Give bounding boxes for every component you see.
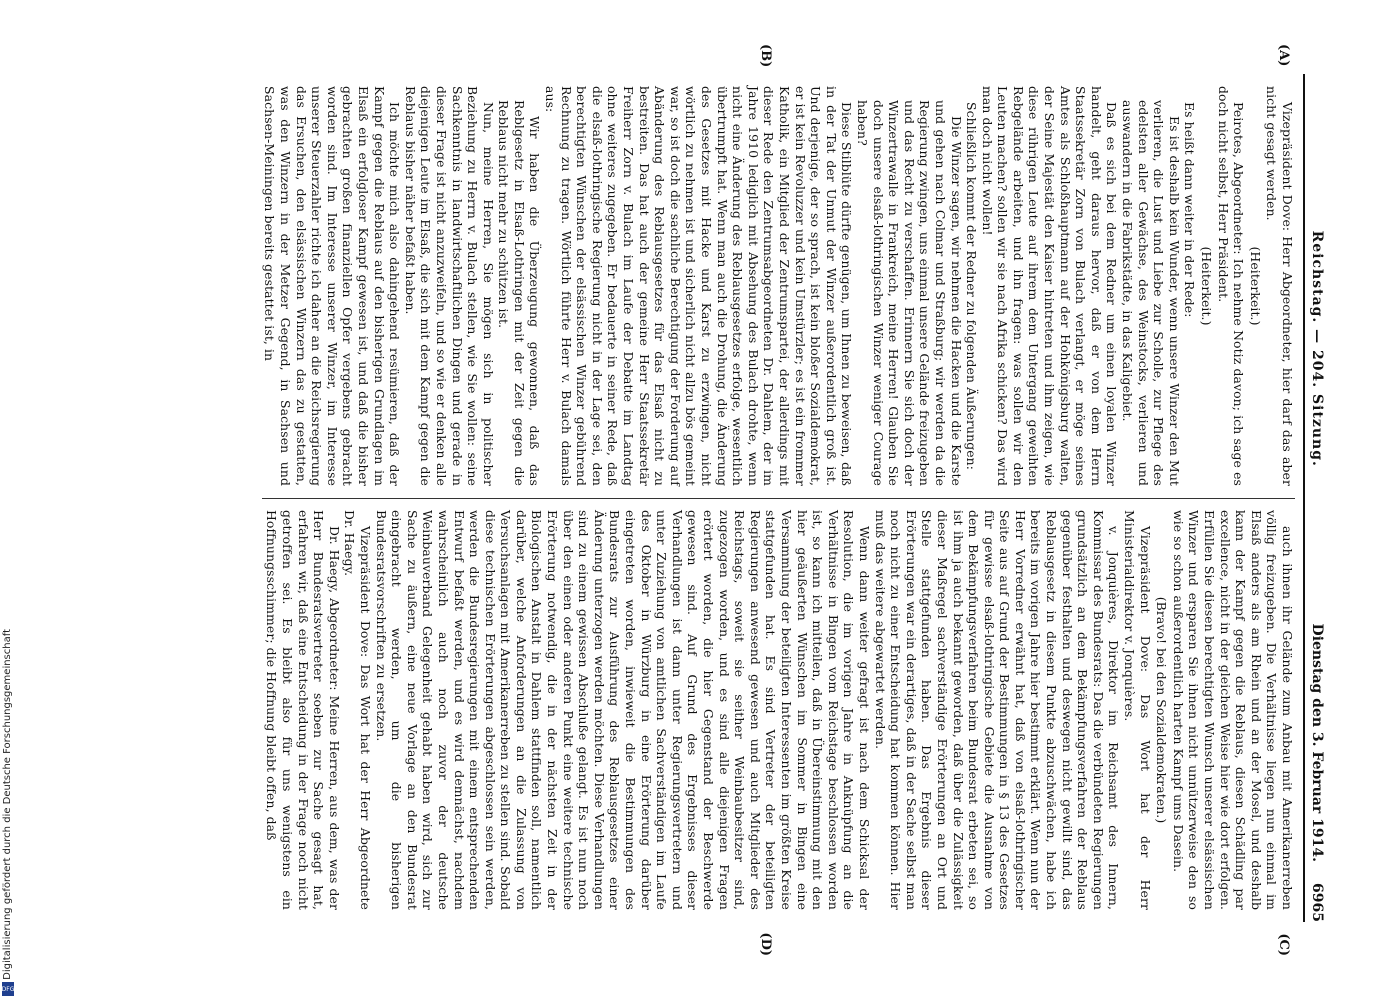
- paragraph: (Heiterkeit.): [1199, 246, 1215, 326]
- quote: Die Winzer sagen, wir nehmen die Hacken und die Karste und gehen nach Colmar und Straßburg; wir werden da die Regierung zwingen, uns einmal unsere Gelände freizugeben und das Recht zu verschaffen. Erinnern Sie sich doch der Winzertrawalle in Frankreich, meine Herren! Glauben Sie doch unsere elsaß-lothringischen Winzer weniger Courage haben?: [854, 100, 964, 486]
- paragraph: v. Jonquières, Direktor im Reichsamt des Innern, Kommissar des Bundesrats: Das die verbündeten Regierungen grundsätzlich an dem Bekämpfungsverfahren der Reblaus gegenüber festhalten und deswegen nicht gewillt sind, das Reblausgesetz in diesem Punkte abzuschwächen, habe ich bereits im vorigen Jahre hier bestimmt erklärt. Wenn nun der Herr Vorredner erwähnt hat, daß von elsaß-lothringischer Seite aus auf Grund der Bestimmungen in § 13 des Gesetzes für gewisse elsaß-lothringische Gebiete die Ausnahme von dem Bekämpfungsverfahren beim Bundesrat erbeten sei, so ist ihm ja auch bekannt geworden, daß über die Zulässigkeit dieser Maßregel sachverständige Erörterungen an Ort und Stelle stattgefunden haben. Das Ergebnis dieser Erörterungen war ein derartiges, daß in der Sache selbst man noch nicht zu einer Entscheidung hat kommen können. Hier muß das weitere abgewartet werden.: [872, 510, 1122, 910]
- paragraph: Wenn dann weiter gefragt ist nach dem Schicksal der Resolution, die im vorigen Jahre in Anknüpfung an die Verhältnisse in Bingen vom Reichstage beschlossen worden ist, so kann ich mitteilen, daß in Übereinstimmung mit den hier geäußerten Wünschen im Sommer in Bingen eine Versammlung der beteiligten Interessenten im größten Kreise stattgefunden hat. Es sind Vertreter der beteiligten Regierungen anwesend gewesen und auch Mitglieder des Reichstags, soweit sie seither Weinbaubesitzer sind, zugezogen worden, und es sind alle diejenigen Fragen erörtert worden, die hier Gegenstand der Beschwerde gewesen sind. Auf Grund des Ergebnisses dieser Verhandlungen ist dann unter Regierungsvertretern und unter Zuziehung von amtlichen Sachverständigen im Laufe des Oktober in Würzburg in eine Erörterung darüber eingetreten worden, inwieweit die Bestimmungen des Bundesrats zur Ausführung des Reblausgesetzes einer Änderung unterzogen werden möchten. Diese Verhandlungen sind zu einem gewissen Abschluße gelangt. Es ist nun noch über den einen oder anderen Punkt eine weitere technische Erörterung notwendig, die in der nächsten Zeit in der Biologischen Anstalt in Dahlem stattfinden soll, namentlich darüber, welche Anforderungen an die Zulassung von Versuchsanlagen mit Amerikanerreben zu stellen sind. Sobald diese technischen Erörterungen abgeschlossen sein werden, werden die Bundesregierungen mit einem entsprechenden Entwurf befaßt werden, und es wird demnächst, nachdem wahrscheinlich auch noch zuvor der deutsche Weinbauverband Gelegenheit gehabt haben wird, sich zur Sache zu äußern, eine neue Vorlage an den Bundesrat eingebracht werden, um die bisherigen Bundesratsvorschriften zu ersetzen.: [373, 510, 872, 910]
- paragraph: (Bravo! bei den Sozialdemokraten.): [1154, 596, 1170, 824]
- paragraph: Schließlich kommt der Redner zu folgenden Äußerungen:: [964, 102, 980, 471]
- paragraph: Es heißt dann weiter in der Rede:: [1182, 102, 1198, 318]
- paragraph: (Heiterkeit.): [1247, 246, 1263, 326]
- paragraph: Peirotes, Abgeordneter: Ich nehme Notiz davon; ich sage es doch nicht selbst, Herr Präsident.: [1215, 86, 1247, 486]
- quote: Wir haben die Überzeugung gewonnen, daß das Reblgesetz in Elsaß-Lothringen mit der Zeit gegen die Reblaus nicht mehr zu schützen ist.: [496, 100, 543, 486]
- marker-b: (B): [758, 44, 773, 68]
- paragraph: Nun, meine Herren, Sie mögen sich in politischer Beziehung zu Herrn v. Bulach stellen, wie Sie wollen: seine Sachkenntnis in landwirtschaftlichen Dingen und gerade in dieser Frage ist nicht anzuzweifeln, und so wie er denken alle diejenigen Leute im Elsaß, die sich mit dem Kampf gegen die Reblaus bisher näher befaßt haben.: [402, 86, 496, 486]
- paragraph: Diese Stilblüte dürfte genügen, um Ihnen zu beweisen, daß in der Tat der Unmut der Winzer außerordentlich groß ist. Und derjenige, der so sprach, ist kein bloßer Sozialdemokrat, er ist kein Revoluzzer und kein Umstürzler; es ist ein frommer Katholik, ein Mitglied der Zentrumspartei, der allerdings mit dieser Rede den Zentrumsabgeordneten Dr. Dahlem, der im Jahre 1910 lediglich mit Absehung des Bulach drohte, wenn nicht eine Änderung des Reblausgesetzes erfolge, wesentlich übertrumpft hat. Wenn man auch die Drohung, die Änderung des Gesetzes mit Hacke und Karst zu erzwingen, nicht wörtlich zu nehmen ist und sicherlich nicht allzu bös gemeint war, so ist doch die sachliche Berechtigung der Forderung auf Abänderung des Reblausgesetzes für das Elsaß nicht zu bestreiten. Das hat auch der gemeine Herr Staatssekretär Freiherr Zorn v. Bulach im Laufe der Debatte im Landtag ohne weiteres zugegeben. Er bedauerte in seiner Rede, daß die elsaß-lothringische Regierung nicht in der Lage sei, den berechtigten Wünschen der elsässischen Winzer gebührend Rechnung zu tragen. Wörtlich führte Herr v. Bulach damals aus:: [543, 86, 855, 486]
- marker-d: (D): [758, 932, 773, 956]
- paragraph: Vizepräsident Dove: Herr Abgeordneter, hier darf das aber nicht gesagt werden.: [1264, 86, 1295, 486]
- page-header: [1303, 74, 1325, 922]
- page-number: 6965: [1309, 883, 1325, 922]
- paragraph: Daß es sich bei dem Redner um einen loyalen Winzer handelt, geht daraus hervor, daß er von dem Herrn Staatssekretär Zorn von Bulach verlangt, er möge seines Amtes als Schloßhauptmann auf der Hohkönigsburg walten, der Seine Majestät den Kaiser hintreten und ihm zeigen, wie diese rührigen Leute auf ihrem dem Untergang geweihten Rebgelände arbeiten, und ihn fragen: was sollen wir den Leuten machen? sollen wir sie nach Afrika schicken? Das wird man doch nicht wollen!: [979, 86, 1120, 486]
- paragraph: Dr. Haegy, Abgeordneter: Meine Herren, aus dem, was der Herr Bundesratsvertreter soeben zur Sache gesagt hat, erfahren wir, daß eine Entscheidung in der Frage noch nicht getroffen sei. Es bleibt also für uns wenigstens ein Hoffnungsschimmer; die Hoffnung bleibt offen, daß: [264, 510, 342, 910]
- paragraph: Ich möchte mich also dahingehend resümieren, daß der Kampf gegen die Reblaus auf den bisherigen Grundlagen im Elsaß ein erfolgloser Kampf gewesen ist, und daß die bisher gebrachten großen finanziellen Opfer vergebens gebracht worden sind. Im Interesse unserer Winzer, im Interesse unserer Steuerzahler richte ich daher an die Reichsregierung das Ersuchen, den elsässischen Winzern das zu gestatten, was den Winzern in der Metzer Gegend, in Sachsen und Sachsen-Meiningen bereits gestattet ist, in: [262, 86, 403, 486]
- paragraph: Vizepräsident Dove: Das Wort hat der Herr Abgeordnete Dr. Haegy.: [342, 510, 373, 910]
- paragraph: Vizepräsident Dove: Das Wort hat der Herr Ministerialdirektor v. Jonquières.: [1122, 510, 1153, 910]
- marker-c: (C): [1276, 933, 1291, 956]
- dfg-logo: DFG: [2, 982, 14, 996]
- quote: Es ist deshalb kein Wunder, wenn unsere Winzer den Mut verlieren, die Lust und Liebe zur Scholle, zur Pflege des edelsten aller Gewächse, des Weinstocks, verlieren und auswandern in die Fabrikstädte, in das Kaligebiet.: [1120, 100, 1182, 486]
- paragraph: auch ihnen ihr Gelände zum Anbau mit Amerikanerreben völlig freizugeben. Die Verhältnisse liegen nun einmal im Elsaß anders als am Rhein und an der Mosel, und deshalb kann der Kampf gegen die Reblaus, diesen Schädling par excellence, nicht in der gleichen Weise hier wie dort erfolgen. Erfüllen Sie diesen berechtigten Wunsch unserer elsässischen Winzer und ersparen Sie ihnen nicht unnützerweise den so wie so schon außerordentlich harten Kampf ums Dasein.: [1170, 510, 1295, 910]
- right-column: [262, 498, 1295, 956]
- text-columns: [262, 44, 1295, 956]
- marker-a: (A): [1276, 44, 1291, 67]
- left-column: [262, 44, 1295, 498]
- digitization-note: Digitalisierung gefördert durch die Deutsche Forschungsgemeinschaft: [2, 629, 13, 980]
- header-right: Dienstag den 3. Februar 1914.: [1309, 623, 1325, 862]
- header-left: Reichstag. — 204. Sitzung.: [1309, 230, 1325, 467]
